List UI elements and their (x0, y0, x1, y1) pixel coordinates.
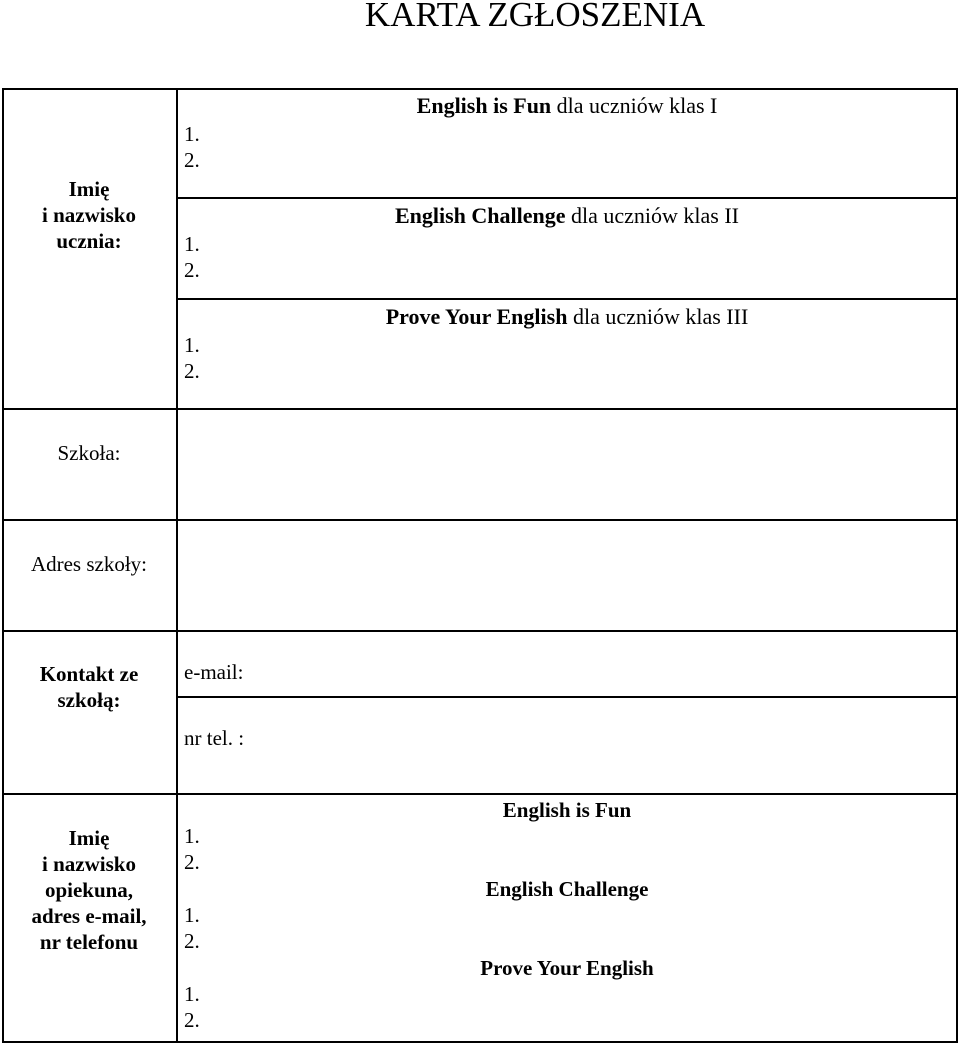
competition-divider (176, 197, 958, 199)
page-title: KARTA ZGŁOSZENIA (364, 0, 706, 34)
label-line: Imię (68, 177, 110, 201)
competition-heading (178, 93, 956, 119)
student-entry-1[interactable]: 1. (184, 232, 200, 256)
contact-label (2, 661, 176, 713)
competition-divider (176, 298, 958, 300)
label-line: opiekuna, (44, 878, 134, 902)
guardian-entry[interactable]: 1. (184, 982, 200, 1006)
guardian-entry[interactable]: 2. (184, 850, 200, 874)
competition-name: English Challenge (394, 203, 566, 228)
guardian-label (2, 825, 176, 955)
competition-heading (178, 203, 956, 229)
competition-name: English is Fun (416, 93, 552, 118)
guardian-entry[interactable]: 1. (184, 824, 200, 848)
guardian-entry[interactable]: 1. (184, 903, 200, 927)
student-name-label (2, 176, 176, 254)
row-divider (2, 630, 958, 632)
phone-label[interactable]: nr tel. : (184, 726, 245, 750)
student-entry-2[interactable]: 2. (184, 148, 200, 172)
label-line: Imię (68, 826, 110, 850)
guardian-competition: English is Fun (502, 798, 632, 822)
school-label: Szkoła: (57, 441, 121, 465)
label-line: szkołą: (57, 688, 121, 712)
school-field[interactable] (178, 410, 956, 519)
table-top-border (2, 88, 958, 90)
email-label[interactable]: e-mail: (184, 660, 244, 684)
student-entry-2[interactable]: 2. (184, 258, 200, 282)
label-line: ucznia: (56, 229, 122, 253)
row-divider (2, 793, 958, 795)
label-line: i nazwisko (42, 203, 136, 227)
label-line: Kontakt ze (39, 662, 139, 686)
student-entry-1[interactable]: 1. (184, 333, 200, 357)
table-right-border (956, 88, 958, 1043)
student-entry-1[interactable]: 1. (184, 122, 200, 146)
table-bottom-border (2, 1041, 958, 1043)
school-address-field[interactable] (178, 521, 956, 630)
school-address-label: Adres szkoły: (30, 552, 148, 576)
label-line: i nazwisko (42, 852, 136, 876)
guardian-entry[interactable]: 2. (184, 929, 200, 953)
competition-heading (178, 304, 956, 330)
guardian-competition: Prove Your English (480, 956, 654, 980)
guardian-competition: English Challenge (485, 877, 649, 901)
competition-description: dla uczniów klas I (551, 93, 718, 118)
competition-name: Prove Your English (385, 304, 568, 329)
label-line: adres e-mail, (31, 904, 147, 928)
competition-description: dla uczniów klas III (567, 304, 749, 329)
label-line: nr telefonu (39, 930, 139, 954)
guardian-entry[interactable]: 2. (184, 1008, 200, 1032)
competition-description: dla uczniów klas II (565, 203, 740, 228)
contact-divider (176, 696, 958, 698)
student-entry-2[interactable]: 2. (184, 359, 200, 383)
